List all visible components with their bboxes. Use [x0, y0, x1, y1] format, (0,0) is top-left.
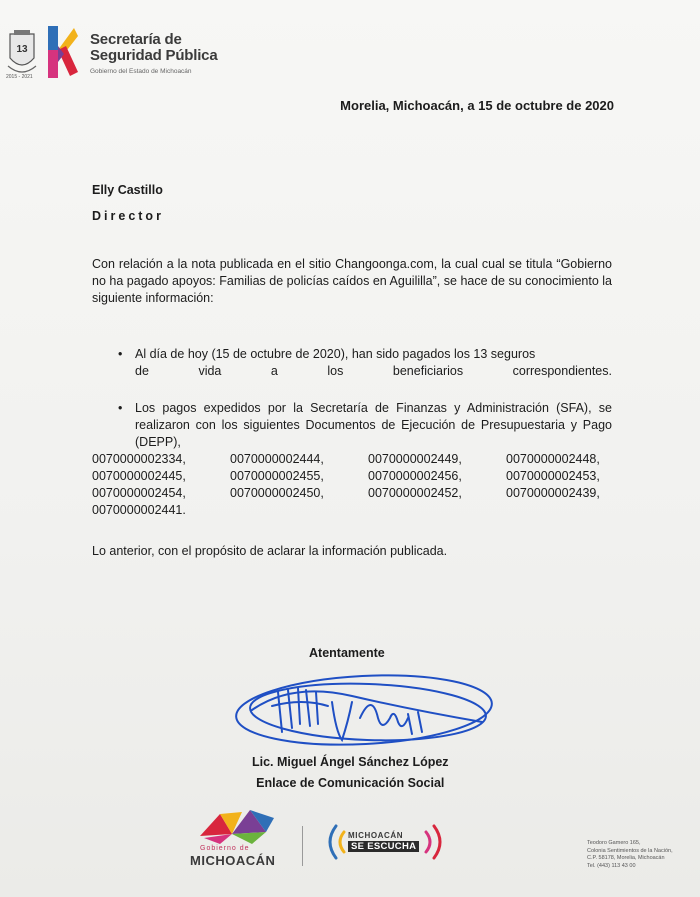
bullet-item-2 [92, 400, 612, 519]
escucha-line2: SE ESCUCHA [348, 841, 419, 852]
depp-number: 0070000002454, [92, 486, 186, 500]
title-line2: Seguridad Pública [90, 47, 218, 64]
intro-paragraph: Con relación a la nota publicada en el sitio Changoonga.com, la cual cual se titula “Gobierno no ha pagado apoyos: Familias de policías caídos en Aguililla”, se hace de su conocimiento la siguiente información: [92, 257, 612, 305]
address-line: Tel. (443) 113 43 00 [587, 862, 636, 869]
footer-divider [302, 826, 303, 866]
signer-title: Enlace de Comunicación Social [256, 776, 445, 790]
sign-off: Atentamente [309, 646, 385, 660]
handwritten-signature-icon [232, 662, 502, 757]
depp-number: 0070000002449, [368, 452, 462, 466]
michoacan-label: MICHOACÁN [190, 853, 276, 868]
addressee-block [92, 177, 164, 229]
bullet-1-line1: Al día de hoy (15 de octubre de 2020), han sido pagados los 13 seguros [135, 347, 536, 361]
depp-number: 0070000002444, [230, 452, 324, 466]
gobierno-de-label: Gobierno de [200, 845, 250, 852]
letter-date: Morelia, Michoacán, a 15 de octubre de 2020 [340, 98, 614, 113]
depp-number: 0070000002452, [368, 486, 462, 500]
bullet-item-1 [92, 346, 612, 380]
bullet-mark: • [118, 347, 123, 361]
state-seal-icon [6, 28, 38, 80]
bullet-mark: • [118, 401, 123, 415]
address-line: Teodoro Gamero 165, [587, 840, 641, 846]
signer-block [252, 752, 449, 794]
escucha-line1: MICHOACÁN [348, 831, 404, 840]
seal-years: 2015 - 2021 [6, 74, 33, 80]
depp-number: 0070000002441. [92, 503, 186, 517]
seal-number: 13 [16, 44, 28, 55]
address-line: Colonia Sentimientos de la Nación, [587, 847, 673, 854]
addressee-role: Director [92, 209, 164, 223]
address-line: C.P. 58178, Morelia, Michoacán [587, 855, 665, 861]
depp-number: 0070000002455, [230, 469, 324, 483]
depp-number: 0070000002445, [92, 469, 186, 483]
secretaria-title [90, 32, 217, 64]
sesp-k-logo-icon [44, 24, 80, 80]
bullet-list [92, 346, 612, 519]
bullet-1-line2: de vida a los beneficiarios correspondientes. [135, 364, 612, 378]
depp-number: 0070000002334, [92, 452, 186, 466]
depp-number: 0070000002456, [368, 469, 462, 483]
bullet-2-text: Los pagos expedidos por la Secretaría de Finanzas y Administración (SFA), se realizaron con los siguientes Documentos de Ejecución de Presupuestaria y Pago (DEPP), [135, 401, 612, 449]
depp-document-list [92, 451, 644, 519]
depp-number: 0070000002448, [506, 452, 600, 466]
depp-number: 0070000002439, [506, 486, 600, 500]
signer-name: Lic. Miguel Ángel Sánchez López [252, 755, 449, 769]
depp-number: 0070000002450, [230, 486, 324, 500]
office-address [587, 840, 673, 870]
secretaria-subtitle: Gobierno del Estado de Michoacán [90, 68, 192, 75]
depp-number: 0070000002453, [506, 469, 600, 483]
title-line1: Secretaría de [90, 31, 182, 48]
letterhead [6, 24, 306, 84]
closing-paragraph: Lo anterior, con el propósito de aclarar la información publicada. [92, 544, 448, 558]
addressee-name: Elly Castillo [92, 183, 163, 197]
